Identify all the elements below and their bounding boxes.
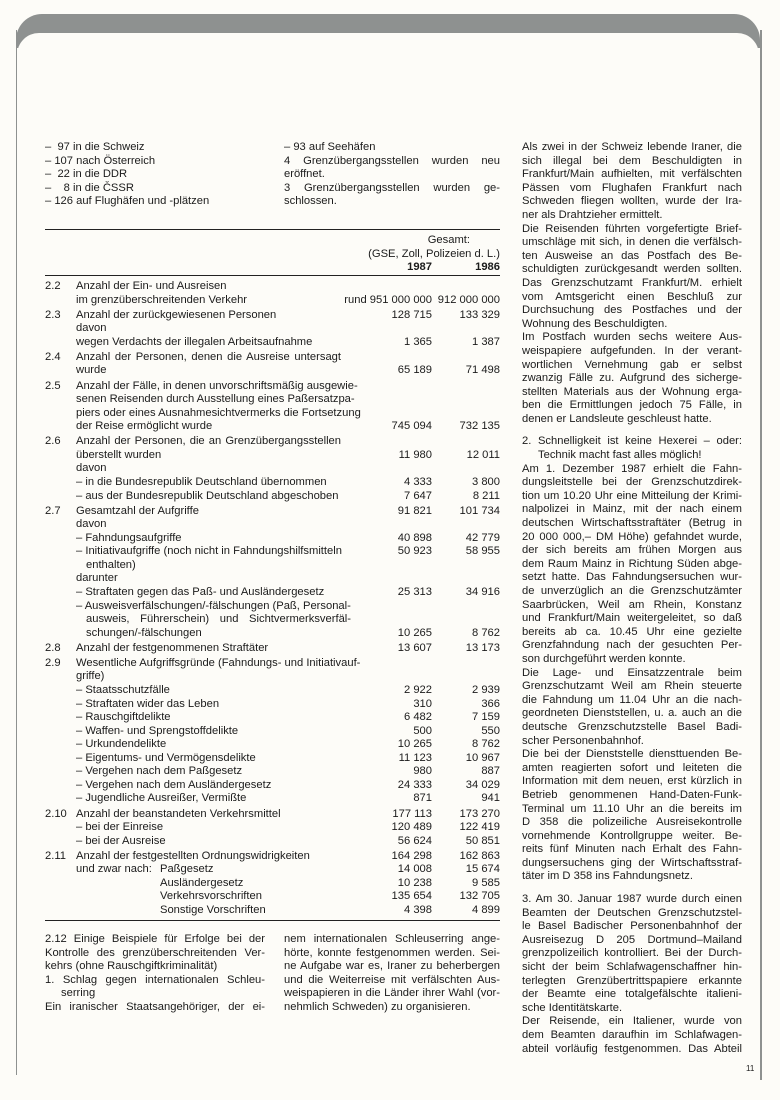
row-label: – Ausweisverfälschungen/-fälschungen (Paß, Personal- <box>76 599 351 612</box>
list-item: – 22 in die DDR <box>45 168 128 181</box>
text-line: ne Aufgabe war es, Iraner zu beherbergen <box>284 960 500 973</box>
value-1986: 122 419 <box>459 821 500 834</box>
paragraph <box>522 748 742 884</box>
text-line: nehmlich Schweden) zu organisieren. <box>284 1000 471 1013</box>
row-label: – Vergehen nach dem Ausländergesetz <box>76 778 272 791</box>
value-1987: 40 898 <box>397 531 432 544</box>
row-line <box>76 518 500 532</box>
paragraph <box>522 463 742 667</box>
paragraph <box>522 141 742 223</box>
row-line <box>76 670 500 684</box>
text-line: Frankfurt/Main aufhielten, mit verfälschten <box>522 168 742 181</box>
row-line <box>76 779 500 793</box>
value-1986: 8 211 <box>472 489 500 502</box>
row-number: 2.2 <box>45 280 61 292</box>
text-line: zwanzig Fälle zu. Aufgrund des sicherge- <box>522 372 742 385</box>
paragraph <box>522 1015 742 1056</box>
row-label: ausweis, Führerschein) und Sichtvermerksverfäl- <box>86 613 351 626</box>
value-1987: 11 123 <box>398 751 432 764</box>
paragraph <box>45 933 265 974</box>
row-line <box>76 435 500 449</box>
row-number: 2.5 <box>45 379 61 392</box>
row-label: – Waffen- und Sprengstoffdelikte <box>76 724 239 737</box>
value-1986: 71 498 <box>465 364 500 377</box>
text-line: wortlichen Vernehmung gab er selbst <box>522 358 742 371</box>
row-line <box>76 380 500 394</box>
text-line: de unverzüglich an die Grenzschutzämter <box>522 585 742 597</box>
value-1986: 887 <box>481 765 500 778</box>
value-1987: 164 298 <box>391 849 432 862</box>
row-label: enthalten) <box>86 558 136 571</box>
value-1986: 58 955 <box>465 545 500 558</box>
row-label: – Vergehen nach dem Paßgesetz <box>76 765 243 778</box>
value-1986: 7 159 <box>472 711 500 724</box>
text-line: Das Grenzschutzamt Frankfurt/M. erhielt <box>522 276 742 289</box>
table-header <box>300 234 500 275</box>
value-1986: 4 899 <box>472 903 500 916</box>
value-1987: 24 333 <box>397 778 432 791</box>
text-line: sche Identitätskarte. <box>522 1001 623 1014</box>
text-line: schuldigten zurückgesandt werden sollten. <box>522 263 742 276</box>
row-line <box>76 725 500 739</box>
value-1986: 13 173 <box>465 641 500 654</box>
section-2-12-left <box>45 933 265 1015</box>
paragraph <box>522 331 742 426</box>
row-line <box>76 532 500 546</box>
value-1987: 871 <box>413 792 432 805</box>
text-line: Saarbrücken, Weil am Rhein, Konstanz <box>522 598 742 611</box>
row-label: senen Reisenden durch Ausstellung eines Paßersatzpa- <box>76 393 355 406</box>
table-row <box>45 850 500 918</box>
row-label: Anzahl der Personen, denen die Ausreise untersagt <box>76 350 341 363</box>
row-line <box>76 684 500 698</box>
row-number: 2.8 <box>45 641 61 654</box>
row-label: – Urkundendelikte <box>76 738 167 751</box>
text-line: und die Weiterreise mit verfälschten Aus- <box>284 973 500 986</box>
row-label: davon <box>76 322 107 335</box>
value-1987: 310 <box>413 697 432 710</box>
row-line <box>76 821 500 835</box>
text-line: ben die Ermittlungen jedoch 75 Fälle, in <box>522 399 742 412</box>
text-line: Pässen vom Flughafen Frankfurt nach <box>522 181 742 194</box>
row-line <box>76 336 500 350</box>
text-line: Grenzschutzamt Weil am Rhein steuerte <box>522 680 742 693</box>
paragraph <box>522 223 742 332</box>
row-label: – Straftaten gegen das Paß- und Ausländergesetz <box>76 586 325 598</box>
value-1987: 177 113 <box>392 807 432 820</box>
text-line: 2. Schnelligkeit ist keine Hexerei – oder: <box>522 435 742 448</box>
row-number: 2.4 <box>45 350 61 363</box>
value-1986: 133 329 <box>459 308 500 321</box>
row-label: – Initiativaufgriffe (noch nicht in Fahndungshilfsmitteln <box>76 545 342 558</box>
row-label: davon <box>76 462 107 475</box>
list-item: schlossen. <box>284 195 337 208</box>
text-line: sicht der beim Schlafwagenschaffner hin- <box>522 961 742 974</box>
text-line: 20 000 000,– DM Höhe) gefahndet wurde, <box>522 530 742 543</box>
row-line <box>76 309 500 323</box>
row-line <box>76 600 500 614</box>
row-line <box>76 890 500 904</box>
row-label: überstellt wurden <box>76 448 162 461</box>
row-line <box>76 449 500 463</box>
row-number: 2.11 <box>45 849 66 862</box>
value-1986: 8 762 <box>472 626 500 639</box>
row-line <box>76 586 500 600</box>
text-line: denen er Landsleute geschleust hatte. <box>522 412 712 425</box>
value-1986: 2 939 <box>472 684 500 697</box>
value-1986: 12 011 <box>466 448 500 461</box>
row-line <box>76 364 500 378</box>
crossing-list-right <box>284 141 500 209</box>
value-1986: 34 029 <box>465 778 500 791</box>
value-1986: 34 916 <box>465 586 500 598</box>
row-label: – Straftaten wider das Leben <box>76 697 220 710</box>
text-line: deutschen Wirtschaftsstraftäter (Betrug in <box>522 517 742 530</box>
text-line: dem Raum Mainz in Richtung Süden abge- <box>522 557 742 570</box>
value-1986: 732 135 <box>459 420 500 433</box>
value-1987: 65 189 <box>397 364 432 377</box>
value-1987: 50 923 <box>397 545 432 558</box>
text-line: der Beamte eine totalgefälschte italieni- <box>522 988 742 1001</box>
paragraph <box>522 667 742 749</box>
paragraph <box>522 435 742 462</box>
table-top-rule <box>45 229 500 230</box>
value-1987: 4 398 <box>404 903 432 916</box>
list-item: 3 Grenzübergangsstellen wurden ge- <box>284 181 500 194</box>
text-line: und Frankfurt/Main weitergeleitet, so daß <box>522 612 742 625</box>
row-label: Anzahl der zurückgewiesenen Personen <box>76 308 277 321</box>
page-frame-right <box>760 30 762 1080</box>
paragraph <box>522 893 742 1015</box>
row-label: Anzahl der Ein- und Ausreisen <box>76 280 227 292</box>
row-label: Anzahl der Personen, die an Grenzübergangsstellen <box>76 435 341 448</box>
text-line: Kontrolle des grenzüberschreitenden Ver- <box>45 946 265 959</box>
row-line <box>76 792 500 806</box>
row-sublabel: Ausländergesetz <box>160 876 244 889</box>
value-1986: 50 851 <box>465 834 500 847</box>
row-line <box>76 559 500 573</box>
section-2-12-right <box>284 933 500 1015</box>
value-1987: 500 <box>413 724 432 737</box>
table-row <box>45 808 500 849</box>
text-line: Terminal um 11.10 Uhr an die bereits im <box>522 802 742 815</box>
row-line <box>76 711 500 725</box>
value-1986: 550 <box>481 724 500 737</box>
text-line: Die Reisenden führten vorgefertigte Brief- <box>522 222 742 235</box>
row-label: – Jugendliche Ausreißer, Vermißte <box>76 792 247 805</box>
value-1987: 56 624 <box>397 834 432 847</box>
text-line: setzt hatte. Das Fahndungsersuchen wur- <box>522 571 742 584</box>
value-1986: 8 762 <box>472 738 500 751</box>
row-label: – Rauschgiftdelikte <box>76 711 171 724</box>
row-line <box>76 835 500 849</box>
row-label <box>76 863 341 877</box>
text-line: bereits ab ca. 10.45 Uhr eine gezielte <box>522 625 742 638</box>
row-line <box>76 351 500 365</box>
row-line <box>76 490 500 504</box>
paragraph <box>284 933 500 1015</box>
text-line: Als zwei in der Schweiz lebende Iraner, die <box>522 141 742 153</box>
row-line <box>76 863 500 877</box>
text-line: scher Personenbahnhof. <box>522 734 644 747</box>
text-line: Durchsuchung des Postfaches und der <box>522 304 742 317</box>
row-label: – Staatsschutzfälle <box>76 684 170 697</box>
text-line: Wohnung des Beschuldigten. <box>522 317 668 330</box>
text-line: Im Postfach wurden sechs weitere Aus- <box>522 331 742 344</box>
row-line <box>76 850 500 864</box>
row-number: 2.7 <box>45 504 61 517</box>
text-line: Am 1. Dezember 1987 erhielt die Fahn- <box>522 462 742 475</box>
value-1987: 10 265 <box>397 626 432 639</box>
text-line: vornehmende Kontrollgruppe weiter. Be- <box>522 829 742 842</box>
text-line: hörte, konnte festgenommen werden. Sei- <box>284 946 500 959</box>
row-line <box>76 877 500 891</box>
text-line: D 358 die polizeiliche Ausreisekontrolle <box>522 816 742 829</box>
paragraph <box>45 1001 265 1015</box>
text-line: stellten Materials aus der Wohnung erga- <box>522 385 742 398</box>
text-line: terlegten Grenzübertrittspapiere erkannte <box>522 974 742 987</box>
row-line <box>76 322 500 336</box>
row-label: – bei der Einreise <box>76 821 164 834</box>
row-line <box>76 393 500 407</box>
row-line <box>76 765 500 779</box>
row-line <box>76 627 500 641</box>
row-label: im grenzüberschreitenden Verkehr <box>76 293 248 306</box>
row-label: darunter <box>76 572 118 585</box>
row-label: Gesamtzahl der Aufgriffe <box>76 504 199 517</box>
value-1986: 1 387 <box>472 335 500 348</box>
text-line: grenzpolizeilich kontrolliert. Bei der Durch- <box>522 947 742 960</box>
text-line: geordneten Dienststellen, u. a. auch an die <box>522 707 742 720</box>
row-label <box>76 890 341 904</box>
text-line: der sich bereits am frühen Morgen aus <box>522 544 742 557</box>
header-title: Gesamt: <box>427 234 470 246</box>
text-line: ner als Drahtzieher ermittelt. <box>522 208 663 221</box>
value-1986: 42 779 <box>465 531 500 544</box>
text-line: vom Amtsgericht einen Beschluß zur <box>522 290 742 303</box>
value-1987: 91 821 <box>397 504 432 517</box>
row-label: wegen Verdachts der illegalen Arbeitsaufnahme <box>76 335 313 348</box>
value-1986: 912 000 000 <box>437 293 500 306</box>
text-line: Beamten der Deutschen Grenzschutzstel- <box>522 906 742 919</box>
list-item: – 8 in die ČSSR <box>45 181 134 194</box>
table-row <box>45 642 500 656</box>
header-band-inner <box>17 33 759 63</box>
row-line <box>76 808 500 822</box>
row-line <box>76 642 500 656</box>
right-text-column <box>522 141 742 1056</box>
value-1987: 14 008 <box>397 863 432 876</box>
text-line: Ausreisezug D 205 Dortmund–Mailand <box>522 933 742 946</box>
table-row <box>45 280 500 307</box>
value-1987: 1 365 <box>404 335 432 348</box>
value-1987: 120 489 <box>391 821 432 834</box>
text-line: Betrieb genommenen Hand-Daten-Funk- <box>522 788 742 801</box>
row-number: 2.10 <box>45 807 67 820</box>
row-line <box>76 657 500 671</box>
text-line: kehrs (ohne Rauschgiftkriminalität) <box>45 960 218 973</box>
row-line <box>76 572 500 586</box>
text-line: die Fahndung um 11.04 Uhr an die nach- <box>522 693 742 706</box>
value-1986: 9 585 <box>472 876 500 889</box>
value-1987: 4 333 <box>404 476 432 489</box>
text-line: Technik macht fast alles möglich! <box>538 449 702 462</box>
text-line: weispapieren in die Länder ihrer Wahl (vor- <box>284 987 500 1000</box>
row-line <box>76 613 500 627</box>
row-line <box>76 545 500 559</box>
value-1987: 7 647 <box>404 489 432 502</box>
list-item: – 126 auf Flughäfen und -plätzen <box>45 195 210 208</box>
text-line: 1. Schlag gegen internationalen Schleu- <box>45 973 265 986</box>
row-label: davon <box>76 518 107 531</box>
value-1987: 128 715 <box>391 308 432 321</box>
table-header-rule <box>45 275 500 276</box>
value-1987: 980 <box>413 765 432 778</box>
row-line <box>76 462 500 476</box>
table-row <box>45 351 500 378</box>
value-1986: 173 270 <box>459 807 500 820</box>
value-1986: 132 705 <box>459 890 500 903</box>
row-label: wurde <box>76 364 107 377</box>
row-line <box>76 420 500 434</box>
value-1986: 162 863 <box>459 849 500 862</box>
text-line: täter im D 358 ins Fahndungsnetz. <box>522 870 694 883</box>
table-row <box>45 657 500 806</box>
text-line: Information mit dem neuen, erst kürzlich in <box>522 775 742 788</box>
table-row <box>45 435 500 503</box>
row-line <box>76 752 500 766</box>
row-line <box>76 280 500 294</box>
text-line: deutsche Grenzschutzstelle Basel Badi- <box>522 720 742 733</box>
page-number: 11 <box>746 1064 755 1073</box>
text-line: le Basel Badischer Personenbahnhof der <box>522 920 742 933</box>
text-line: son durchgeführt werden konnte. <box>522 652 686 665</box>
value-1986: 3 800 <box>472 476 500 489</box>
text-line: dungsleitstelle bei der Grenzschutzdirek- <box>522 476 742 489</box>
crossing-list-left <box>45 141 265 209</box>
value-1986: 941 <box>481 792 500 805</box>
text-line: Grenzfahndung nach der gesuchten Per- <box>522 639 742 652</box>
statistics-table <box>45 280 500 919</box>
text-line: 2.12 Einige Beispiele für Erfolge bei der <box>45 933 265 945</box>
text-line: nem internationalen Schleuserring ange- <box>284 933 500 945</box>
list-item: eröffnet. <box>284 168 325 181</box>
row-label: – Eigentums- und Vermögensdelikte <box>76 751 256 764</box>
text-line: 3. Am 30. Januar 1987 wurde durch einen <box>522 893 742 906</box>
text-line: abteil vorläufig festgenommen. Das Abteil <box>522 1042 742 1055</box>
row-label: Anzahl der festgenommenen Straftäter <box>76 641 269 654</box>
row-label: piers oder eines Ausnahmesichtvermerks die Fortsetzung <box>76 406 361 419</box>
row-label: griffe) <box>76 670 105 683</box>
row-number: 2.9 <box>45 656 61 669</box>
header-subtitle: (GSE, Zoll, Polizeien d. L.) <box>368 247 500 260</box>
value-1987: 13 607 <box>397 641 432 654</box>
row-label: – aus der Bundesrepublik Deutschland abgeschoben <box>76 489 339 502</box>
text-line: ten Ausweise an das Postfach des Be- <box>522 249 742 262</box>
year-1986: 1986 <box>475 261 500 274</box>
row-label <box>76 877 341 891</box>
list-item: – 93 auf Seehäfen <box>284 141 376 153</box>
list-item: – 97 in die Schweiz <box>45 141 145 153</box>
row-sublabel: Verkehrsvorschriften <box>160 890 262 903</box>
table-row <box>45 380 500 434</box>
list-item: 4 Grenzübergangsstellen wurden neu <box>284 154 500 167</box>
value-1987: 11 980 <box>398 448 432 461</box>
text-line: Die Lage- und Einsatzzentrale beim <box>522 666 742 679</box>
table-bottom-rule <box>45 920 500 921</box>
year-1987: 1987 <box>407 261 432 274</box>
row-label: – in die Bundesrepublik Deutschland übernommen <box>76 476 327 489</box>
row-line <box>76 698 500 712</box>
row-sublabel: Sonstige Vorschriften <box>160 903 266 916</box>
value-1987: rund 951 000 000 <box>344 293 432 306</box>
row-label: der Reise ermöglicht wurde <box>76 420 213 433</box>
row-label: – bei der Ausreise <box>76 834 166 847</box>
paragraph <box>45 974 265 1001</box>
row-line <box>76 505 500 519</box>
text-line: dungsersuchens ging der Wirtschaftsstraf- <box>522 856 742 869</box>
row-label-prefix: und zwar nach: <box>76 863 152 876</box>
text-line: tion um 10.20 Uhr eine Mitteilung der Krimi- <box>522 489 742 502</box>
row-number: 2.3 <box>45 308 61 321</box>
text-line: serring <box>61 987 96 1000</box>
row-line <box>76 407 500 421</box>
row-number: 2.6 <box>45 435 61 448</box>
text-line: Schweden fliegen wollten, wurde der Ira- <box>522 195 742 208</box>
row-line <box>76 904 500 918</box>
table-row <box>45 505 500 640</box>
row-line <box>76 294 500 308</box>
row-label: Anzahl der beanstandeten Verkehrsmittel <box>76 807 281 820</box>
value-1987: 745 094 <box>391 420 432 433</box>
value-1987: 2 922 <box>404 684 432 697</box>
value-1987: 6 482 <box>404 711 432 724</box>
value-1987: 135 654 <box>391 890 432 903</box>
value-1986: 15 674 <box>465 863 500 876</box>
row-label: Anzahl der Fälle, in denen unvorschriftsmäßig ausgewie- <box>76 379 358 392</box>
text-line: weispapiere aufgefunden. In der verant- <box>522 344 742 357</box>
text-line: Ein iranischer Staatsangehöriger, der ei- <box>45 1000 265 1013</box>
row-line <box>76 476 500 490</box>
text-line: dem Beamten daraufhin im Schlafwagen- <box>522 1029 742 1041</box>
value-1986: 101 734 <box>459 504 500 517</box>
row-label <box>76 904 341 918</box>
list-item: – 107 nach Österreich <box>45 154 156 167</box>
value-1986: 10 967 <box>465 751 500 764</box>
row-label: Wesentliche Aufgriffsgründe (Fahndungs- und Initiativauf- <box>76 656 361 669</box>
row-label: Anzahl der festgestellten Ordnungswidrigkeiten <box>76 849 310 862</box>
page-frame-left <box>16 30 17 1075</box>
text-line: nalpolizei in Mainz, mit der nach einem <box>522 503 742 516</box>
text-line: reits fünf Minuten nach Erhalt des Fahn- <box>522 843 742 856</box>
text-line: umschläge mit sich, in denen die verfälsch- <box>522 236 742 249</box>
row-label: schungen/-fälschungen <box>86 626 202 639</box>
text-line: Der Reisende, ein Italiener, wurde von <box>522 1015 742 1028</box>
value-1987: 10 238 <box>397 876 432 889</box>
row-sublabel: Paßgesetz <box>160 863 214 876</box>
text-line: sich illegal bei dem Beschuldigten in <box>522 154 742 167</box>
value-1986: 366 <box>481 697 500 710</box>
text-line: amten reagierten sofort und leiteten die <box>522 761 742 774</box>
row-line <box>76 738 500 752</box>
value-1987: 25 313 <box>397 586 432 598</box>
text-line: Die bei der Dienststelle diensttuenden Be- <box>522 748 742 761</box>
value-1987: 10 265 <box>397 738 432 751</box>
row-label: – Fahndungsaufgriffe <box>76 531 182 544</box>
table-row <box>45 309 500 350</box>
